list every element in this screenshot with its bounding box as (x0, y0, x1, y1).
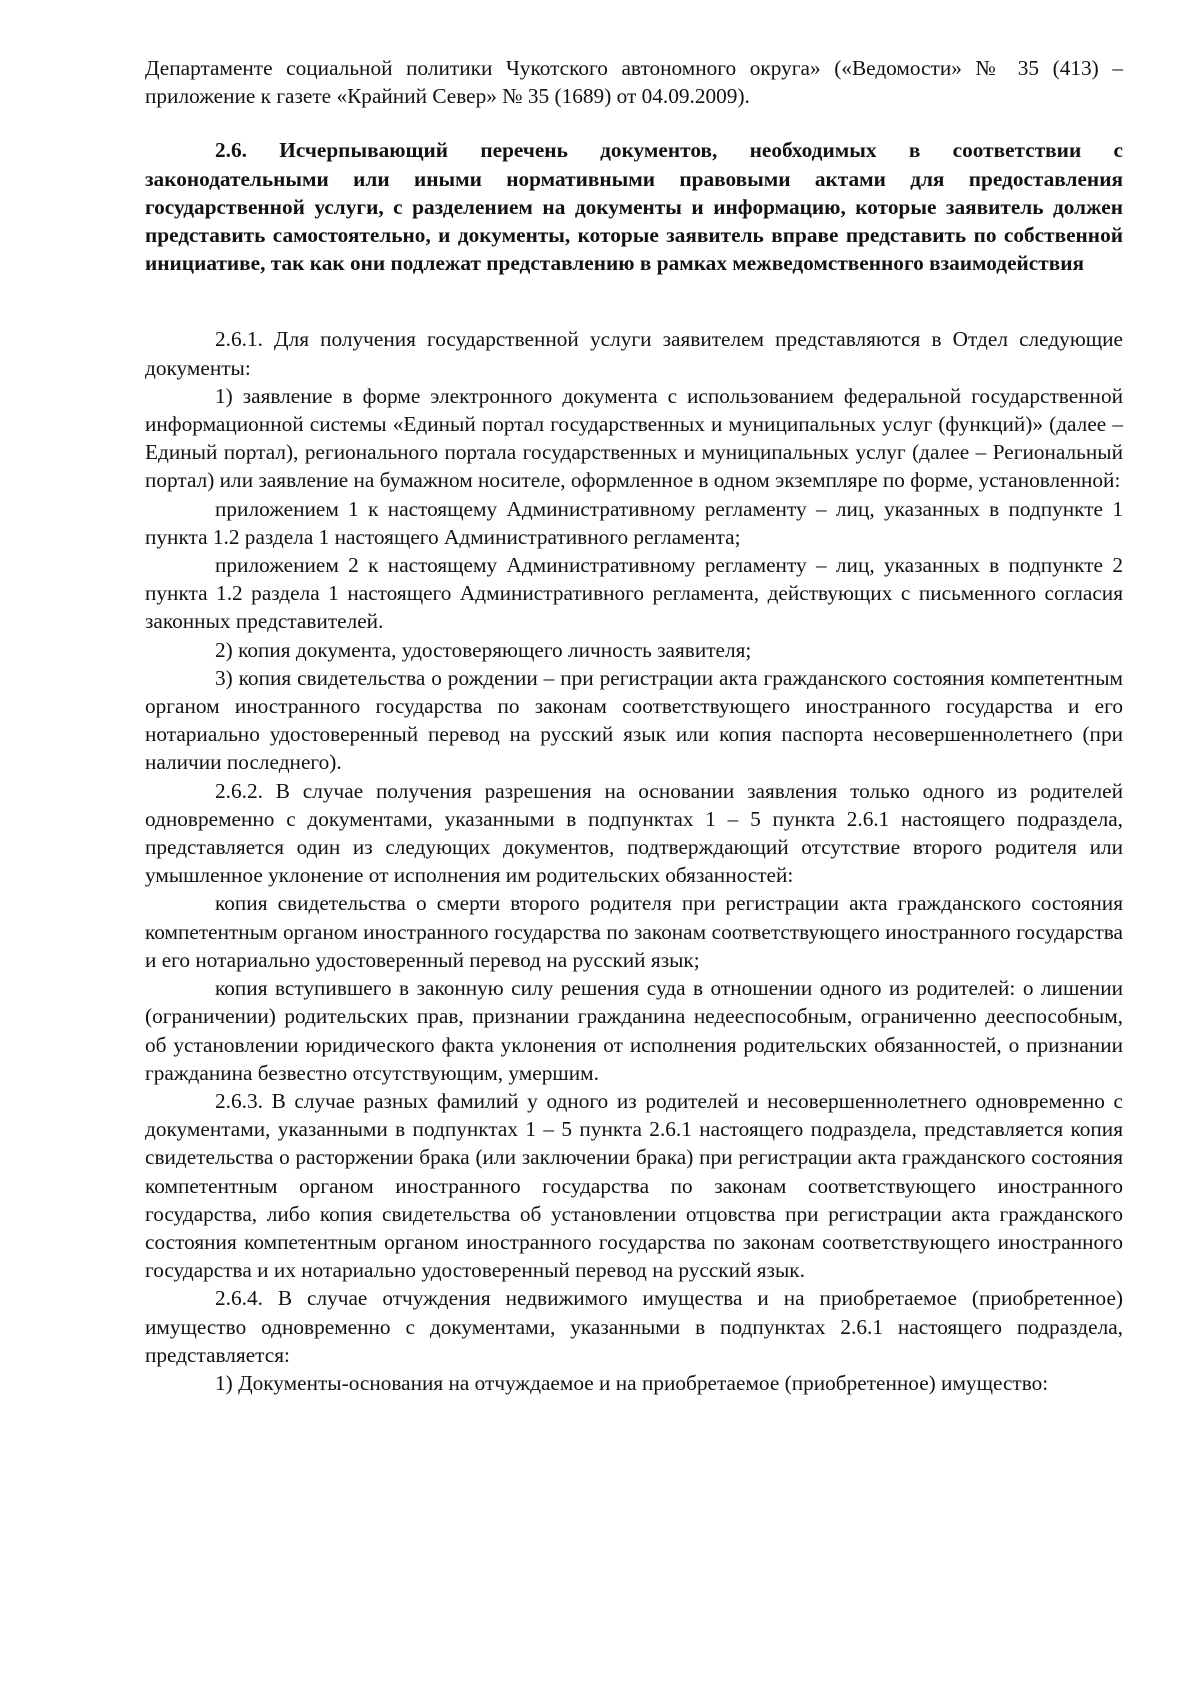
paragraph-appendix-2: приложением 2 к настоящему Административному регламенту – лиц, указанных в подпункте 2 пункта 1.2 раздела 1 настоящего Административного регламента, действующих с письменного согласия законных представителей. (145, 553, 1123, 634)
paragraph-2-6-4-item-1: 1) Документы-основания на отчуждаемое и на приобретаемое (приобретенное) имущество: (215, 1370, 1049, 1395)
intro-paragraph: Департаменте социальной политики Чукотского автономного округа» («Ведомости» № 35 (413) – приложение к газете «Крайний Север» № 35 (1689) от 04.09.2009). (145, 56, 1123, 109)
paragraph-2-6-1: 2.6.1. Для получения государственной услуги заявителем представляются в Отдел следующие документы: (145, 327, 1123, 380)
paragraph-2-6-2: 2.6.2. В случае получения разрешения на основании заявления только одного из родителей одновременно с документами, указанными в подпунктах 1 – 5 пункта 2.6.1 настоящего подраздела, представляется один из следующих документов, подтверждающий отсутствие второго родителя или умышленное уклонение от исполнения им родительских обязанностей: (145, 778, 1123, 888)
paragraph-death-certificate: копия свидетельства о смерти второго родителя при регистрации акта гражданского состояния компетентным органом иностранного государства по законам соответствующего иностранного государства и его нотариально удостоверенный перевод на русский язык; (145, 891, 1123, 972)
paragraph-2-6-3: 2.6.3. В случае разных фамилий у одного из родителей и несовершеннолетнего одновременно с документами, указанными в подпунктах 1 – 5 пункта 2.6.1 настоящего подраздела, представляется копия свидетельства о расторжении брака (или заключении брака) при регистрации акта гражданского состояния компетентным органом иностранного государства по законам соответствующего иностранного государства, либо копия свидетельства об установлении отцовства при регистрации акта гражданского состояния компетентным органом иностранного государства по законам соответствующего иностранного государства и их нотариально удостоверенный перевод на русский язык. (145, 1088, 1123, 1283)
paragraph-appendix-1: приложением 1 к настоящему Административному регламенту – лиц, указанных в подпункте 1 пункта 1.2 раздела 1 настоящего Административного регламента; (145, 496, 1123, 549)
paragraph-item-2: 2) копия документа, удостоверяющего личность заявителя; (215, 637, 752, 662)
paragraph-item-1: 1) заявление в форме электронного документа с использованием федеральной государственной информационной системы «Единый портал государственных и муниципальных услуг (функций)» (далее – Единый портал), регионального портала государственных и муниципальных услуг (далее – Региональный портал) или заявление на бумажном носителе, оформленное в одном экземпляре по форме, установленной: (145, 383, 1123, 493)
paragraph-court-decision: копия вступившего в законную силу решения суда в отношении одного из родителей: о лишении (ограничении) родительских прав, признании гражданина недееспособным, ограниченно дееспособным, об установлении юридического факта уклонения от исполнения родительских обязанностей, о признании гражданина безвестно отсутствующим, умершим. (145, 976, 1123, 1085)
document-page (145, 54, 1123, 1397)
section-heading: 2.6. Исчерпывающий перечень документов, необходимых в соответствии с законодательными или иными нормативными правовыми актами для предоставления государственной услуги, с разделением на документы и информацию, которые заявитель должен представить самостоятельно, и документы, которые заявитель вправе представить по собственной инициативе, так как они подлежат представлению в рамках межведомственного взаимодействия (145, 138, 1123, 276)
paragraph-item-3: 3) копия свидетельства о рождении – при регистрации акта гражданского состояния компетентным органом иностранного государства по законам соответствующего иностранного государства и его нотариально удостоверенный перевод на русский язык или копия паспорта несовершеннолетнего (при наличии последнего). (145, 665, 1123, 775)
paragraph-2-6-4: 2.6.4. В случае отчуждения недвижимого имущества и на приобретаемое (приобретенное) имущество одновременно с документами, указанными в подпунктах 2.6.1 настоящего подраздела, представляется: (145, 1286, 1123, 1367)
